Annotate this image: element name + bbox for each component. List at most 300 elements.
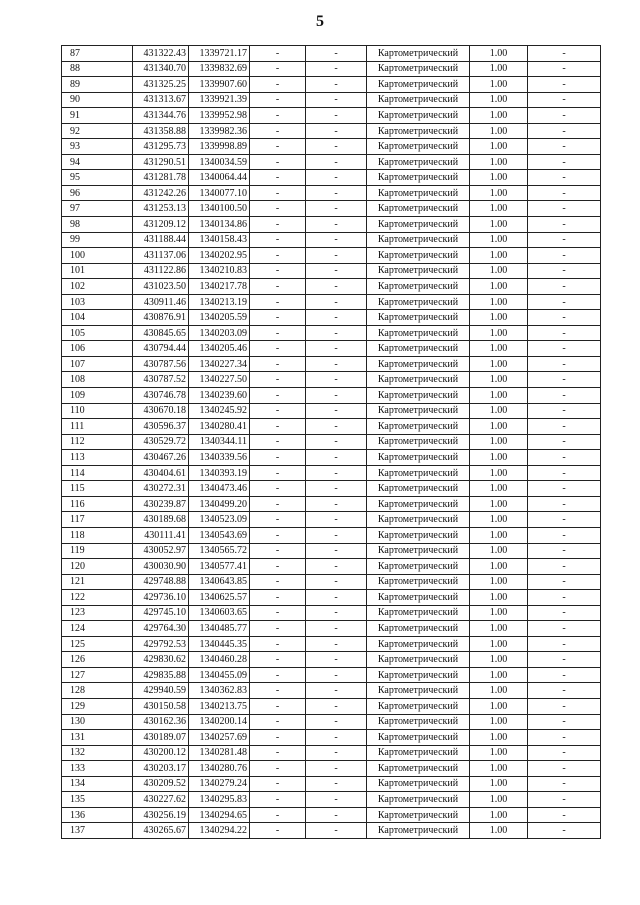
- x-coordinate-cell: 430746.78: [133, 388, 189, 404]
- dash-cell: -: [528, 372, 601, 388]
- dash-cell: -: [250, 325, 306, 341]
- y-coordinate-cell: 1340213.75: [189, 698, 250, 714]
- method-cell: Картометрический: [367, 667, 470, 683]
- y-coordinate-cell: 1340158.43: [189, 232, 250, 248]
- y-coordinate-cell: 1340034.59: [189, 154, 250, 170]
- accuracy-cell: 1.00: [470, 248, 528, 264]
- accuracy-cell: 1.00: [470, 745, 528, 761]
- dash-cell: -: [528, 698, 601, 714]
- point-number-cell: 126: [62, 652, 133, 668]
- y-coordinate-cell: 1339721.17: [189, 46, 250, 62]
- dash-cell: -: [528, 792, 601, 808]
- point-number-cell: 120: [62, 559, 133, 575]
- method-cell: Картометрический: [367, 745, 470, 761]
- dash-cell: -: [306, 217, 367, 233]
- dash-cell: -: [250, 636, 306, 652]
- method-cell: Картометрический: [367, 108, 470, 124]
- dash-cell: -: [306, 465, 367, 481]
- y-coordinate-cell: 1340577.41: [189, 559, 250, 575]
- dash-cell: -: [528, 434, 601, 450]
- x-coordinate-cell: 430876.91: [133, 310, 189, 326]
- y-coordinate-cell: 1340543.69: [189, 527, 250, 543]
- x-coordinate-cell: 429745.10: [133, 605, 189, 621]
- table-row: [62, 621, 601, 637]
- dash-cell: -: [306, 279, 367, 295]
- point-number-cell: 137: [62, 823, 133, 839]
- accuracy-cell: 1.00: [470, 108, 528, 124]
- dash-cell: -: [306, 123, 367, 139]
- accuracy-cell: 1.00: [470, 823, 528, 839]
- point-number-cell: 134: [62, 776, 133, 792]
- accuracy-cell: 1.00: [470, 325, 528, 341]
- point-number-cell: 123: [62, 605, 133, 621]
- dash-cell: -: [306, 388, 367, 404]
- y-coordinate-cell: 1340339.56: [189, 450, 250, 466]
- y-coordinate-cell: 1340203.09: [189, 325, 250, 341]
- dash-cell: -: [306, 185, 367, 201]
- point-number-cell: 136: [62, 807, 133, 823]
- table-row: [62, 652, 601, 668]
- dash-cell: -: [306, 248, 367, 264]
- dash-cell: -: [528, 496, 601, 512]
- x-coordinate-cell: 431209.12: [133, 217, 189, 233]
- dash-cell: -: [528, 92, 601, 108]
- point-number-cell: 122: [62, 590, 133, 606]
- point-number-cell: 98: [62, 217, 133, 233]
- y-coordinate-cell: 1340460.28: [189, 652, 250, 668]
- x-coordinate-cell: 430150.58: [133, 698, 189, 714]
- point-number-cell: 124: [62, 621, 133, 637]
- dash-cell: -: [528, 325, 601, 341]
- y-coordinate-cell: 1340499.20: [189, 496, 250, 512]
- dash-cell: -: [250, 465, 306, 481]
- accuracy-cell: 1.00: [470, 450, 528, 466]
- dash-cell: -: [250, 356, 306, 372]
- y-coordinate-cell: 1340279.24: [189, 776, 250, 792]
- accuracy-cell: 1.00: [470, 201, 528, 217]
- method-cell: Картометрический: [367, 185, 470, 201]
- x-coordinate-cell: 430787.52: [133, 372, 189, 388]
- dash-cell: -: [250, 372, 306, 388]
- method-cell: Картометрический: [367, 761, 470, 777]
- dash-cell: -: [528, 139, 601, 155]
- dash-cell: -: [306, 108, 367, 124]
- dash-cell: -: [250, 559, 306, 575]
- point-number-cell: 106: [62, 341, 133, 357]
- dash-cell: -: [250, 792, 306, 808]
- x-coordinate-cell: 430529.72: [133, 434, 189, 450]
- dash-cell: -: [250, 590, 306, 606]
- accuracy-cell: 1.00: [470, 403, 528, 419]
- table-row: [62, 698, 601, 714]
- point-number-cell: 93: [62, 139, 133, 155]
- table-row: [62, 263, 601, 279]
- accuracy-cell: 1.00: [470, 61, 528, 77]
- table-row: [62, 46, 601, 62]
- x-coordinate-cell: 430256.19: [133, 807, 189, 823]
- method-cell: Картометрический: [367, 279, 470, 295]
- table-row: [62, 807, 601, 823]
- dash-cell: -: [528, 683, 601, 699]
- dash-cell: -: [528, 310, 601, 326]
- x-coordinate-cell: 430052.97: [133, 543, 189, 559]
- x-coordinate-cell: 430203.17: [133, 761, 189, 777]
- accuracy-cell: 1.00: [470, 512, 528, 528]
- dash-cell: -: [250, 61, 306, 77]
- accuracy-cell: 1.00: [470, 310, 528, 326]
- table-row: [62, 310, 601, 326]
- method-cell: Картометрический: [367, 590, 470, 606]
- dash-cell: -: [528, 730, 601, 746]
- accuracy-cell: 1.00: [470, 621, 528, 637]
- y-coordinate-cell: 1340280.76: [189, 761, 250, 777]
- dash-cell: -: [306, 807, 367, 823]
- dash-cell: -: [250, 403, 306, 419]
- table-row: [62, 154, 601, 170]
- accuracy-cell: 1.00: [470, 185, 528, 201]
- x-coordinate-cell: 431023.50: [133, 279, 189, 295]
- dash-cell: -: [528, 388, 601, 404]
- coordinates-table: [61, 45, 601, 839]
- dash-cell: -: [306, 745, 367, 761]
- method-cell: Картометрический: [367, 621, 470, 637]
- dash-cell: -: [528, 450, 601, 466]
- x-coordinate-cell: 430189.07: [133, 730, 189, 746]
- dash-cell: -: [528, 621, 601, 637]
- y-coordinate-cell: 1340281.48: [189, 745, 250, 761]
- dash-cell: -: [250, 279, 306, 295]
- y-coordinate-cell: 1340245.92: [189, 403, 250, 419]
- accuracy-cell: 1.00: [470, 92, 528, 108]
- method-cell: Картометрический: [367, 636, 470, 652]
- dash-cell: -: [250, 434, 306, 450]
- point-number-cell: 128: [62, 683, 133, 699]
- point-number-cell: 87: [62, 46, 133, 62]
- method-cell: Картометрический: [367, 419, 470, 435]
- method-cell: Картометрический: [367, 372, 470, 388]
- y-coordinate-cell: 1340077.10: [189, 185, 250, 201]
- dash-cell: -: [306, 527, 367, 543]
- method-cell: Картометрический: [367, 170, 470, 186]
- point-number-cell: 115: [62, 481, 133, 497]
- y-coordinate-cell: 1340523.09: [189, 512, 250, 528]
- dash-cell: -: [528, 294, 601, 310]
- dash-cell: -: [306, 201, 367, 217]
- point-number-cell: 133: [62, 761, 133, 777]
- dash-cell: -: [306, 356, 367, 372]
- table-row: [62, 667, 601, 683]
- point-number-cell: 104: [62, 310, 133, 326]
- dash-cell: -: [528, 46, 601, 62]
- dash-cell: -: [528, 527, 601, 543]
- y-coordinate-cell: 1339921.39: [189, 92, 250, 108]
- dash-cell: -: [306, 496, 367, 512]
- table-row: [62, 496, 601, 512]
- dash-cell: -: [250, 217, 306, 233]
- table-row: [62, 481, 601, 497]
- dash-cell: -: [528, 263, 601, 279]
- table-row: [62, 776, 601, 792]
- y-coordinate-cell: 1339832.69: [189, 61, 250, 77]
- dash-cell: -: [250, 667, 306, 683]
- table-row: [62, 745, 601, 761]
- accuracy-cell: 1.00: [470, 154, 528, 170]
- y-coordinate-cell: 1340064.44: [189, 170, 250, 186]
- accuracy-cell: 1.00: [470, 388, 528, 404]
- table-body: [62, 46, 601, 839]
- point-number-cell: 100: [62, 248, 133, 264]
- point-number-cell: 110: [62, 403, 133, 419]
- method-cell: Картометрический: [367, 823, 470, 839]
- point-number-cell: 125: [62, 636, 133, 652]
- x-coordinate-cell: 430404.61: [133, 465, 189, 481]
- dash-cell: -: [306, 46, 367, 62]
- dash-cell: -: [306, 77, 367, 93]
- dash-cell: -: [528, 605, 601, 621]
- accuracy-cell: 1.00: [470, 232, 528, 248]
- accuracy-cell: 1.00: [470, 434, 528, 450]
- x-coordinate-cell: 430467.26: [133, 450, 189, 466]
- table-row: [62, 92, 601, 108]
- x-coordinate-cell: 431344.76: [133, 108, 189, 124]
- accuracy-cell: 1.00: [470, 652, 528, 668]
- dash-cell: -: [306, 652, 367, 668]
- dash-cell: -: [250, 807, 306, 823]
- y-coordinate-cell: 1340294.22: [189, 823, 250, 839]
- dash-cell: -: [528, 636, 601, 652]
- dash-cell: -: [250, 310, 306, 326]
- point-number-cell: 91: [62, 108, 133, 124]
- table-row: [62, 527, 601, 543]
- accuracy-cell: 1.00: [470, 77, 528, 93]
- dash-cell: -: [306, 263, 367, 279]
- table-row: [62, 325, 601, 341]
- dash-cell: -: [528, 154, 601, 170]
- dash-cell: -: [306, 792, 367, 808]
- accuracy-cell: 1.00: [470, 46, 528, 62]
- dash-cell: -: [528, 108, 601, 124]
- method-cell: Картометрический: [367, 217, 470, 233]
- dash-cell: -: [306, 512, 367, 528]
- method-cell: Картометрический: [367, 776, 470, 792]
- accuracy-cell: 1.00: [470, 543, 528, 559]
- method-cell: Картометрический: [367, 388, 470, 404]
- method-cell: Картометрический: [367, 807, 470, 823]
- dash-cell: -: [306, 574, 367, 590]
- accuracy-cell: 1.00: [470, 341, 528, 357]
- point-number-cell: 132: [62, 745, 133, 761]
- dash-cell: -: [306, 403, 367, 419]
- table-row: [62, 605, 601, 621]
- y-coordinate-cell: 1340485.77: [189, 621, 250, 637]
- y-coordinate-cell: 1340473.46: [189, 481, 250, 497]
- point-number-cell: 131: [62, 730, 133, 746]
- dash-cell: -: [306, 776, 367, 792]
- method-cell: Картометрический: [367, 683, 470, 699]
- method-cell: Картометрический: [367, 792, 470, 808]
- dash-cell: -: [528, 745, 601, 761]
- y-coordinate-cell: 1340280.41: [189, 419, 250, 435]
- method-cell: Картометрический: [367, 123, 470, 139]
- method-cell: Картометрический: [367, 46, 470, 62]
- dash-cell: -: [250, 714, 306, 730]
- x-coordinate-cell: 430596.37: [133, 419, 189, 435]
- y-coordinate-cell: 1340445.35: [189, 636, 250, 652]
- x-coordinate-cell: 430209.52: [133, 776, 189, 792]
- dash-cell: -: [250, 248, 306, 264]
- x-coordinate-cell: 431290.51: [133, 154, 189, 170]
- dash-cell: -: [250, 123, 306, 139]
- dash-cell: -: [250, 543, 306, 559]
- point-number-cell: 102: [62, 279, 133, 295]
- point-number-cell: 95: [62, 170, 133, 186]
- dash-cell: -: [250, 776, 306, 792]
- dash-cell: -: [250, 450, 306, 466]
- x-coordinate-cell: 430189.68: [133, 512, 189, 528]
- x-coordinate-cell: 430030.90: [133, 559, 189, 575]
- table-row: [62, 294, 601, 310]
- method-cell: Картометрический: [367, 543, 470, 559]
- table-row: [62, 77, 601, 93]
- x-coordinate-cell: 430794.44: [133, 341, 189, 357]
- dash-cell: -: [528, 761, 601, 777]
- y-coordinate-cell: 1340294.65: [189, 807, 250, 823]
- y-coordinate-cell: 1340213.19: [189, 294, 250, 310]
- dash-cell: -: [250, 512, 306, 528]
- y-coordinate-cell: 1340200.14: [189, 714, 250, 730]
- table-row: [62, 714, 601, 730]
- dash-cell: -: [528, 465, 601, 481]
- dash-cell: -: [528, 652, 601, 668]
- point-number-cell: 89: [62, 77, 133, 93]
- x-coordinate-cell: 429764.30: [133, 621, 189, 637]
- dash-cell: -: [306, 667, 367, 683]
- method-cell: Картометрический: [367, 325, 470, 341]
- point-number-cell: 116: [62, 496, 133, 512]
- point-number-cell: 117: [62, 512, 133, 528]
- x-coordinate-cell: 430787.56: [133, 356, 189, 372]
- point-number-cell: 88: [62, 61, 133, 77]
- dash-cell: -: [250, 185, 306, 201]
- method-cell: Картометрический: [367, 92, 470, 108]
- table-row: [62, 434, 601, 450]
- y-coordinate-cell: 1340393.19: [189, 465, 250, 481]
- method-cell: Картометрический: [367, 201, 470, 217]
- dash-cell: -: [250, 761, 306, 777]
- dash-cell: -: [528, 559, 601, 575]
- dash-cell: -: [250, 46, 306, 62]
- accuracy-cell: 1.00: [470, 170, 528, 186]
- x-coordinate-cell: 431281.78: [133, 170, 189, 186]
- x-coordinate-cell: 430845.65: [133, 325, 189, 341]
- accuracy-cell: 1.00: [470, 356, 528, 372]
- dash-cell: -: [528, 185, 601, 201]
- method-cell: Картометрический: [367, 77, 470, 93]
- y-coordinate-cell: 1339907.60: [189, 77, 250, 93]
- accuracy-cell: 1.00: [470, 419, 528, 435]
- accuracy-cell: 1.00: [470, 279, 528, 295]
- accuracy-cell: 1.00: [470, 574, 528, 590]
- y-coordinate-cell: 1340217.78: [189, 279, 250, 295]
- y-coordinate-cell: 1339998.89: [189, 139, 250, 155]
- y-coordinate-cell: 1340643.85: [189, 574, 250, 590]
- x-coordinate-cell: 430911.46: [133, 294, 189, 310]
- dash-cell: -: [306, 419, 367, 435]
- table-row: [62, 279, 601, 295]
- table-row: [62, 232, 601, 248]
- table-row: [62, 108, 601, 124]
- point-number-cell: 94: [62, 154, 133, 170]
- x-coordinate-cell: 430200.12: [133, 745, 189, 761]
- dash-cell: -: [306, 636, 367, 652]
- method-cell: Картометрический: [367, 310, 470, 326]
- x-coordinate-cell: 431122.86: [133, 263, 189, 279]
- method-cell: Картометрический: [367, 356, 470, 372]
- dash-cell: -: [528, 279, 601, 295]
- x-coordinate-cell: 431188.44: [133, 232, 189, 248]
- table-row: [62, 201, 601, 217]
- y-coordinate-cell: 1339952.98: [189, 108, 250, 124]
- x-coordinate-cell: 430272.31: [133, 481, 189, 497]
- x-coordinate-cell: 431322.43: [133, 46, 189, 62]
- table-row: [62, 403, 601, 419]
- dash-cell: -: [250, 419, 306, 435]
- y-coordinate-cell: 1339982.36: [189, 123, 250, 139]
- table-row: [62, 761, 601, 777]
- dash-cell: -: [306, 341, 367, 357]
- method-cell: Картометрический: [367, 730, 470, 746]
- accuracy-cell: 1.00: [470, 683, 528, 699]
- dash-cell: -: [306, 559, 367, 575]
- x-coordinate-cell: 431325.25: [133, 77, 189, 93]
- dash-cell: -: [528, 356, 601, 372]
- dash-cell: -: [528, 543, 601, 559]
- dash-cell: -: [528, 823, 601, 839]
- dash-cell: -: [528, 807, 601, 823]
- x-coordinate-cell: 431340.70: [133, 61, 189, 77]
- dash-cell: -: [306, 61, 367, 77]
- dash-cell: -: [250, 201, 306, 217]
- accuracy-cell: 1.00: [470, 294, 528, 310]
- y-coordinate-cell: 1340565.72: [189, 543, 250, 559]
- dash-cell: -: [250, 698, 306, 714]
- y-coordinate-cell: 1340227.50: [189, 372, 250, 388]
- point-number-cell: 90: [62, 92, 133, 108]
- dash-cell: -: [250, 481, 306, 497]
- dash-cell: -: [528, 123, 601, 139]
- method-cell: Картометрический: [367, 559, 470, 575]
- accuracy-cell: 1.00: [470, 372, 528, 388]
- x-coordinate-cell: 429835.88: [133, 667, 189, 683]
- y-coordinate-cell: 1340295.83: [189, 792, 250, 808]
- accuracy-cell: 1.00: [470, 527, 528, 543]
- method-cell: Картометрический: [367, 263, 470, 279]
- method-cell: Картометрический: [367, 512, 470, 528]
- dash-cell: -: [528, 61, 601, 77]
- dash-cell: -: [250, 294, 306, 310]
- point-number-cell: 96: [62, 185, 133, 201]
- table-row: [62, 170, 601, 186]
- dash-cell: -: [528, 403, 601, 419]
- dash-cell: -: [306, 170, 367, 186]
- dash-cell: -: [250, 263, 306, 279]
- dash-cell: -: [250, 170, 306, 186]
- point-number-cell: 107: [62, 356, 133, 372]
- point-number-cell: 130: [62, 714, 133, 730]
- x-coordinate-cell: 431358.88: [133, 123, 189, 139]
- dash-cell: -: [528, 667, 601, 683]
- method-cell: Картометрический: [367, 496, 470, 512]
